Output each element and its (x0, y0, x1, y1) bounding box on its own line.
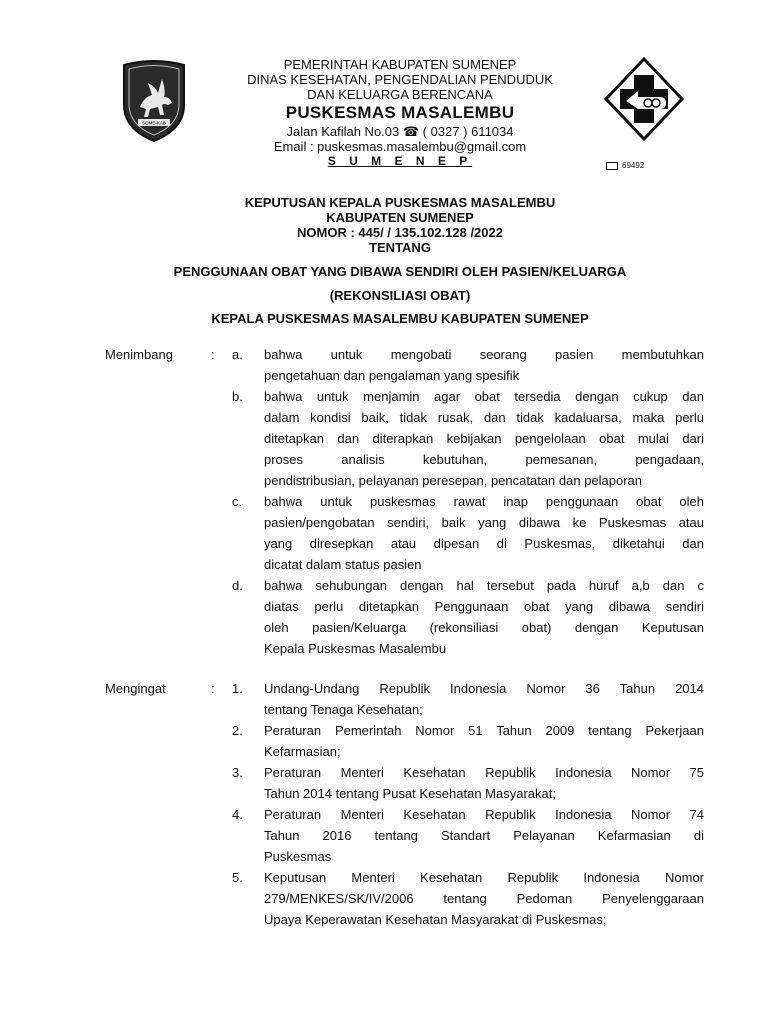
item-text (264, 867, 704, 930)
item-text-line: dicatat dalam status pasien (264, 557, 422, 572)
item-marker: 2. (232, 723, 243, 738)
item-text-line: dalam kondisi baik, tidak rusak, dan tidak kadaluarsa, maka perlu (264, 410, 704, 425)
letterhead-email: Email : puskesmas.masalembu@gmail.com (273, 139, 527, 154)
letterhead-address: Jalan Kafilah No.03 ☎ ( 0327 ) 611034 (286, 124, 514, 139)
item-text (264, 344, 704, 386)
item-text (264, 720, 704, 762)
decree-title (150, 195, 650, 255)
decree-issuer: KEPALA PUSKESMAS MASALEMBU KABUPATEN SUMENEP (211, 311, 589, 326)
sumenep-regency-logo (118, 57, 190, 143)
decree-about: TENTANG (369, 240, 431, 255)
item-text-line: 279/MENKES/SK/IV/2006 tentang Pedoman Penyelenggaraan (264, 891, 704, 906)
item-text-line: Kepala Puskesmas Masalembu (264, 641, 447, 656)
letterhead-institution: PUSKESMAS MASALEMBU (285, 103, 515, 122)
item-text-line: Tahun 2016 tentang Standart Pelayanan Kefarmasian di (264, 828, 704, 843)
letterhead (200, 57, 600, 169)
item-text (264, 575, 704, 659)
item-text (264, 804, 704, 867)
item-text-line: Undang-Undang Republik Indonesia Nomor 36 Tahun 2014 (264, 681, 704, 696)
item-text-line: Puskesmas (264, 849, 332, 864)
item-text-line: Keputusan Menteri Kesehatan Republik Indonesia Nomor (264, 870, 704, 885)
item-marker: d. (232, 578, 243, 593)
item-text-line: bahwa sehubungan dengan hal tersebut pada huruf a,b dan c (264, 578, 704, 593)
letterhead-agency-cont: DAN KELUARGA BERENCANA (307, 87, 493, 102)
item-text-line: Peraturan Menteri Kesehatan Republik Indonesia Nomor 75 (264, 765, 704, 780)
item-text-line: pengetahuan dan pengalaman yang spesifik (264, 368, 520, 383)
item-text-line: bahwa untuk menjamin agar obat tersedia dengan cukup dan (264, 389, 704, 404)
letterhead-government: PEMERINTAH KABUPATEN SUMENEP (283, 57, 517, 72)
section-label: Mengingat (105, 681, 166, 696)
item-text-line: tentang Tenaga Kesehatan; (264, 702, 423, 717)
item-text-line: bahwa untuk mengobati seorang pasien membutuhkan (264, 347, 704, 362)
item-text-line: oleh pasien/Keluarga (rekonsiliasi obat) dengan Keputusan (264, 620, 704, 635)
letterhead-city: S U M E N E P (327, 154, 473, 168)
item-marker: 5. (232, 870, 243, 885)
item-marker: c. (232, 494, 243, 509)
decree-number: NOMOR : 445/ / 135.102.128 /2022 (297, 225, 503, 240)
item-text-line: Tahun 2014 tentang Pusat Kesehatan Masyarakat; (264, 786, 556, 801)
item-text (264, 762, 704, 804)
section-colon: : (211, 347, 215, 362)
item-text-line: pendistribusian, pelayanan peresepan, pencatatan dan pelaporan (264, 473, 643, 488)
item-text-line: ditetapkan dan diterapkan kebijakan pengelolaan obat mulai dari (264, 431, 704, 446)
puskesmas-logo (604, 57, 684, 141)
item-marker: 3. (232, 765, 243, 780)
item-text-line: yang diresepkan atau dipesan di Puskesmas, diketahui dan (264, 536, 704, 551)
item-text-line: Peraturan Pemerintah Nomor 51 Tahun 2009 tentang Pekerjaan (264, 723, 704, 738)
item-marker: 1. (232, 681, 243, 696)
item-text-line: diatas perlu ditetapkan Penggunaan obat yang dibawa sendiri (264, 599, 704, 614)
item-text (264, 386, 704, 491)
section-colon: : (211, 681, 215, 696)
decree-subject: PENGGUNAAN OBAT YANG DIBAWA SENDIRI OLEH PASIEN/KELUARGA (173, 264, 627, 279)
item-marker: b. (232, 389, 243, 404)
item-text-line: Kefarmasian; (264, 744, 341, 759)
postal-code (606, 161, 644, 170)
decree-title-line: KEPUTUSAN KEPALA PUSKESMAS MASALEMBU (244, 195, 556, 210)
item-marker: a. (232, 347, 243, 362)
item-text (264, 678, 704, 720)
item-text-line: proses analisis kebutuhan, pemesanan, pengadaan, (264, 452, 704, 467)
item-text-line: Upaya Keperawatan Kesehatan Masyarakat di Puskesmas; (264, 912, 607, 927)
item-marker: 4. (232, 807, 243, 822)
letterhead-agency: DINAS KESEHATAN, PENGENDALIAN PENDUDUK (247, 72, 553, 87)
item-text-line: Peraturan Menteri Kesehatan Republik Indonesia Nomor 74 (264, 807, 704, 822)
item-text (264, 491, 704, 575)
envelope-icon (606, 162, 618, 170)
section-label: Menimbang (105, 347, 173, 362)
decree-subject-cont: (REKONSILIASI OBAT) (329, 288, 471, 303)
item-text-line: pasien/pengobatan sendiri, baik yang dibawa ke Puskesmas atau (264, 515, 704, 530)
decree-title-line: KABUPATEN SUMENEP (326, 210, 474, 225)
item-text-line: bahwa untuk puskesmas rawat inap penggunaan obat oleh (264, 494, 704, 509)
logo-motto-text: SOME-KAB (142, 120, 166, 126)
postal-code-value: 69492 (622, 161, 645, 170)
